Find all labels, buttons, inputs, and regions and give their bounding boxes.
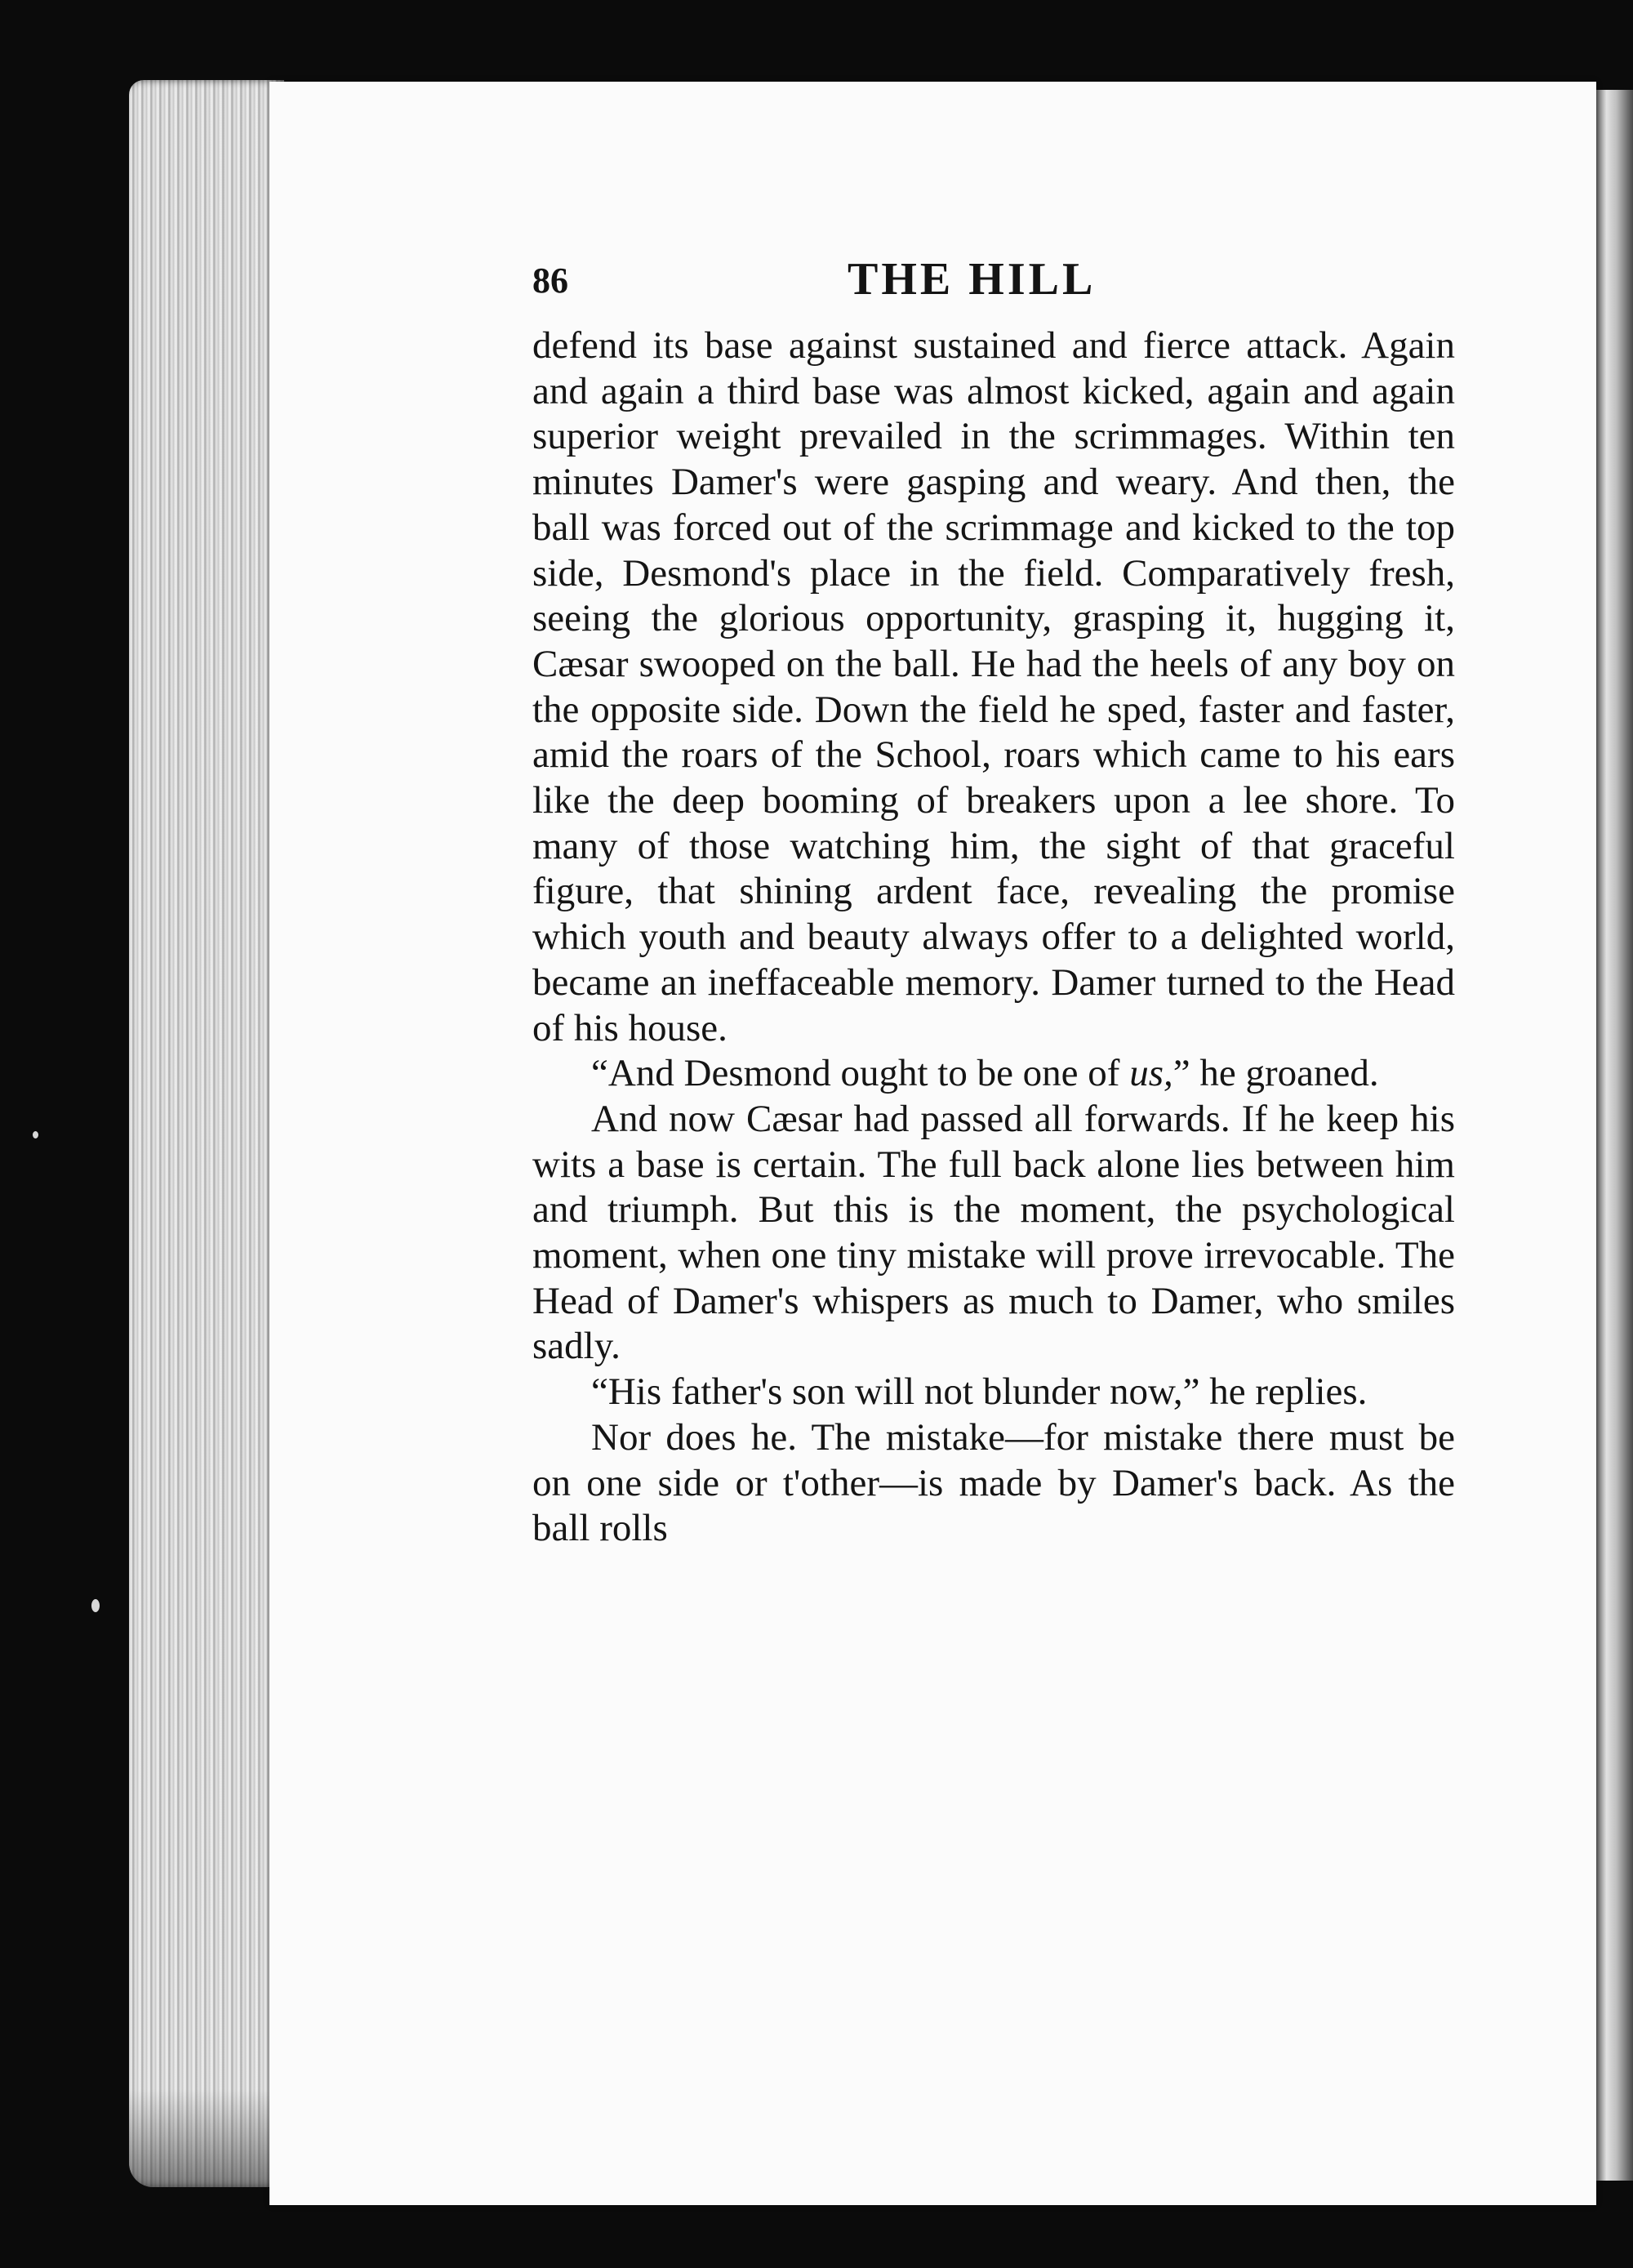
running-head-title: THE HILL: [848, 254, 1097, 305]
paragraph: [532, 1051, 1455, 1097]
paragraph: “His father's son will not blunder now,” he replies.: [591, 1370, 1368, 1414]
paragraph: And now Cæsar had passed all forwards. If he keep his wits a base is certain. The full back alone lies between him and triumph. But this is the moment, the psychological moment, when one tiny mistake will prove irrevocable. The Head of Damer's whispers as much to Damer, who smiles sadly.: [532, 1097, 1455, 1368]
facing-page-edge: [1592, 90, 1633, 2181]
dust-speck: [33, 1131, 38, 1138]
page-header: [532, 254, 1447, 317]
dust-speck: [91, 1599, 100, 1612]
quote-text: “And Desmond ought to be one of: [591, 1052, 1130, 1095]
paragraph: Nor does he. The mistake—for mistake there must be on one side or t'other—is made by Damer's back. As the ball rolls: [532, 1415, 1455, 1550]
page-number: 86: [532, 261, 568, 301]
paragraph: defend its base against sustained and fierce attack. Again and again a third base was almost kicked, again and again superior weight prevailed in the scrimmages. Within ten minutes Damer's were gasping and weary. And then, the ball was forced out of the scrimmage and kicked to the top side, Desmond's place in the field. Comparatively fresh, seeing the glorious opportunity, grasping it, hugging it, Cæsar swooped on the ball. He had the heels of any boy on the opposite side. Down the field he sped, faster and faster, amid the roars of the School, roars which came to his ears like the deep booming of breakers upon a lee shore. To many of those watching him, the sight of that graceful figure, that shining ardent face, revealing the promise which youth and beauty always offer to a delighted world, became an ineffaceable memory. Damer turned to the Head of his house.: [532, 324, 1455, 1049]
body-text: [532, 323, 1455, 1552]
book-page-edges: [129, 80, 284, 2187]
quote-text: ” he groaned.: [1172, 1052, 1379, 1095]
emphasized-word: us,: [1129, 1052, 1173, 1095]
